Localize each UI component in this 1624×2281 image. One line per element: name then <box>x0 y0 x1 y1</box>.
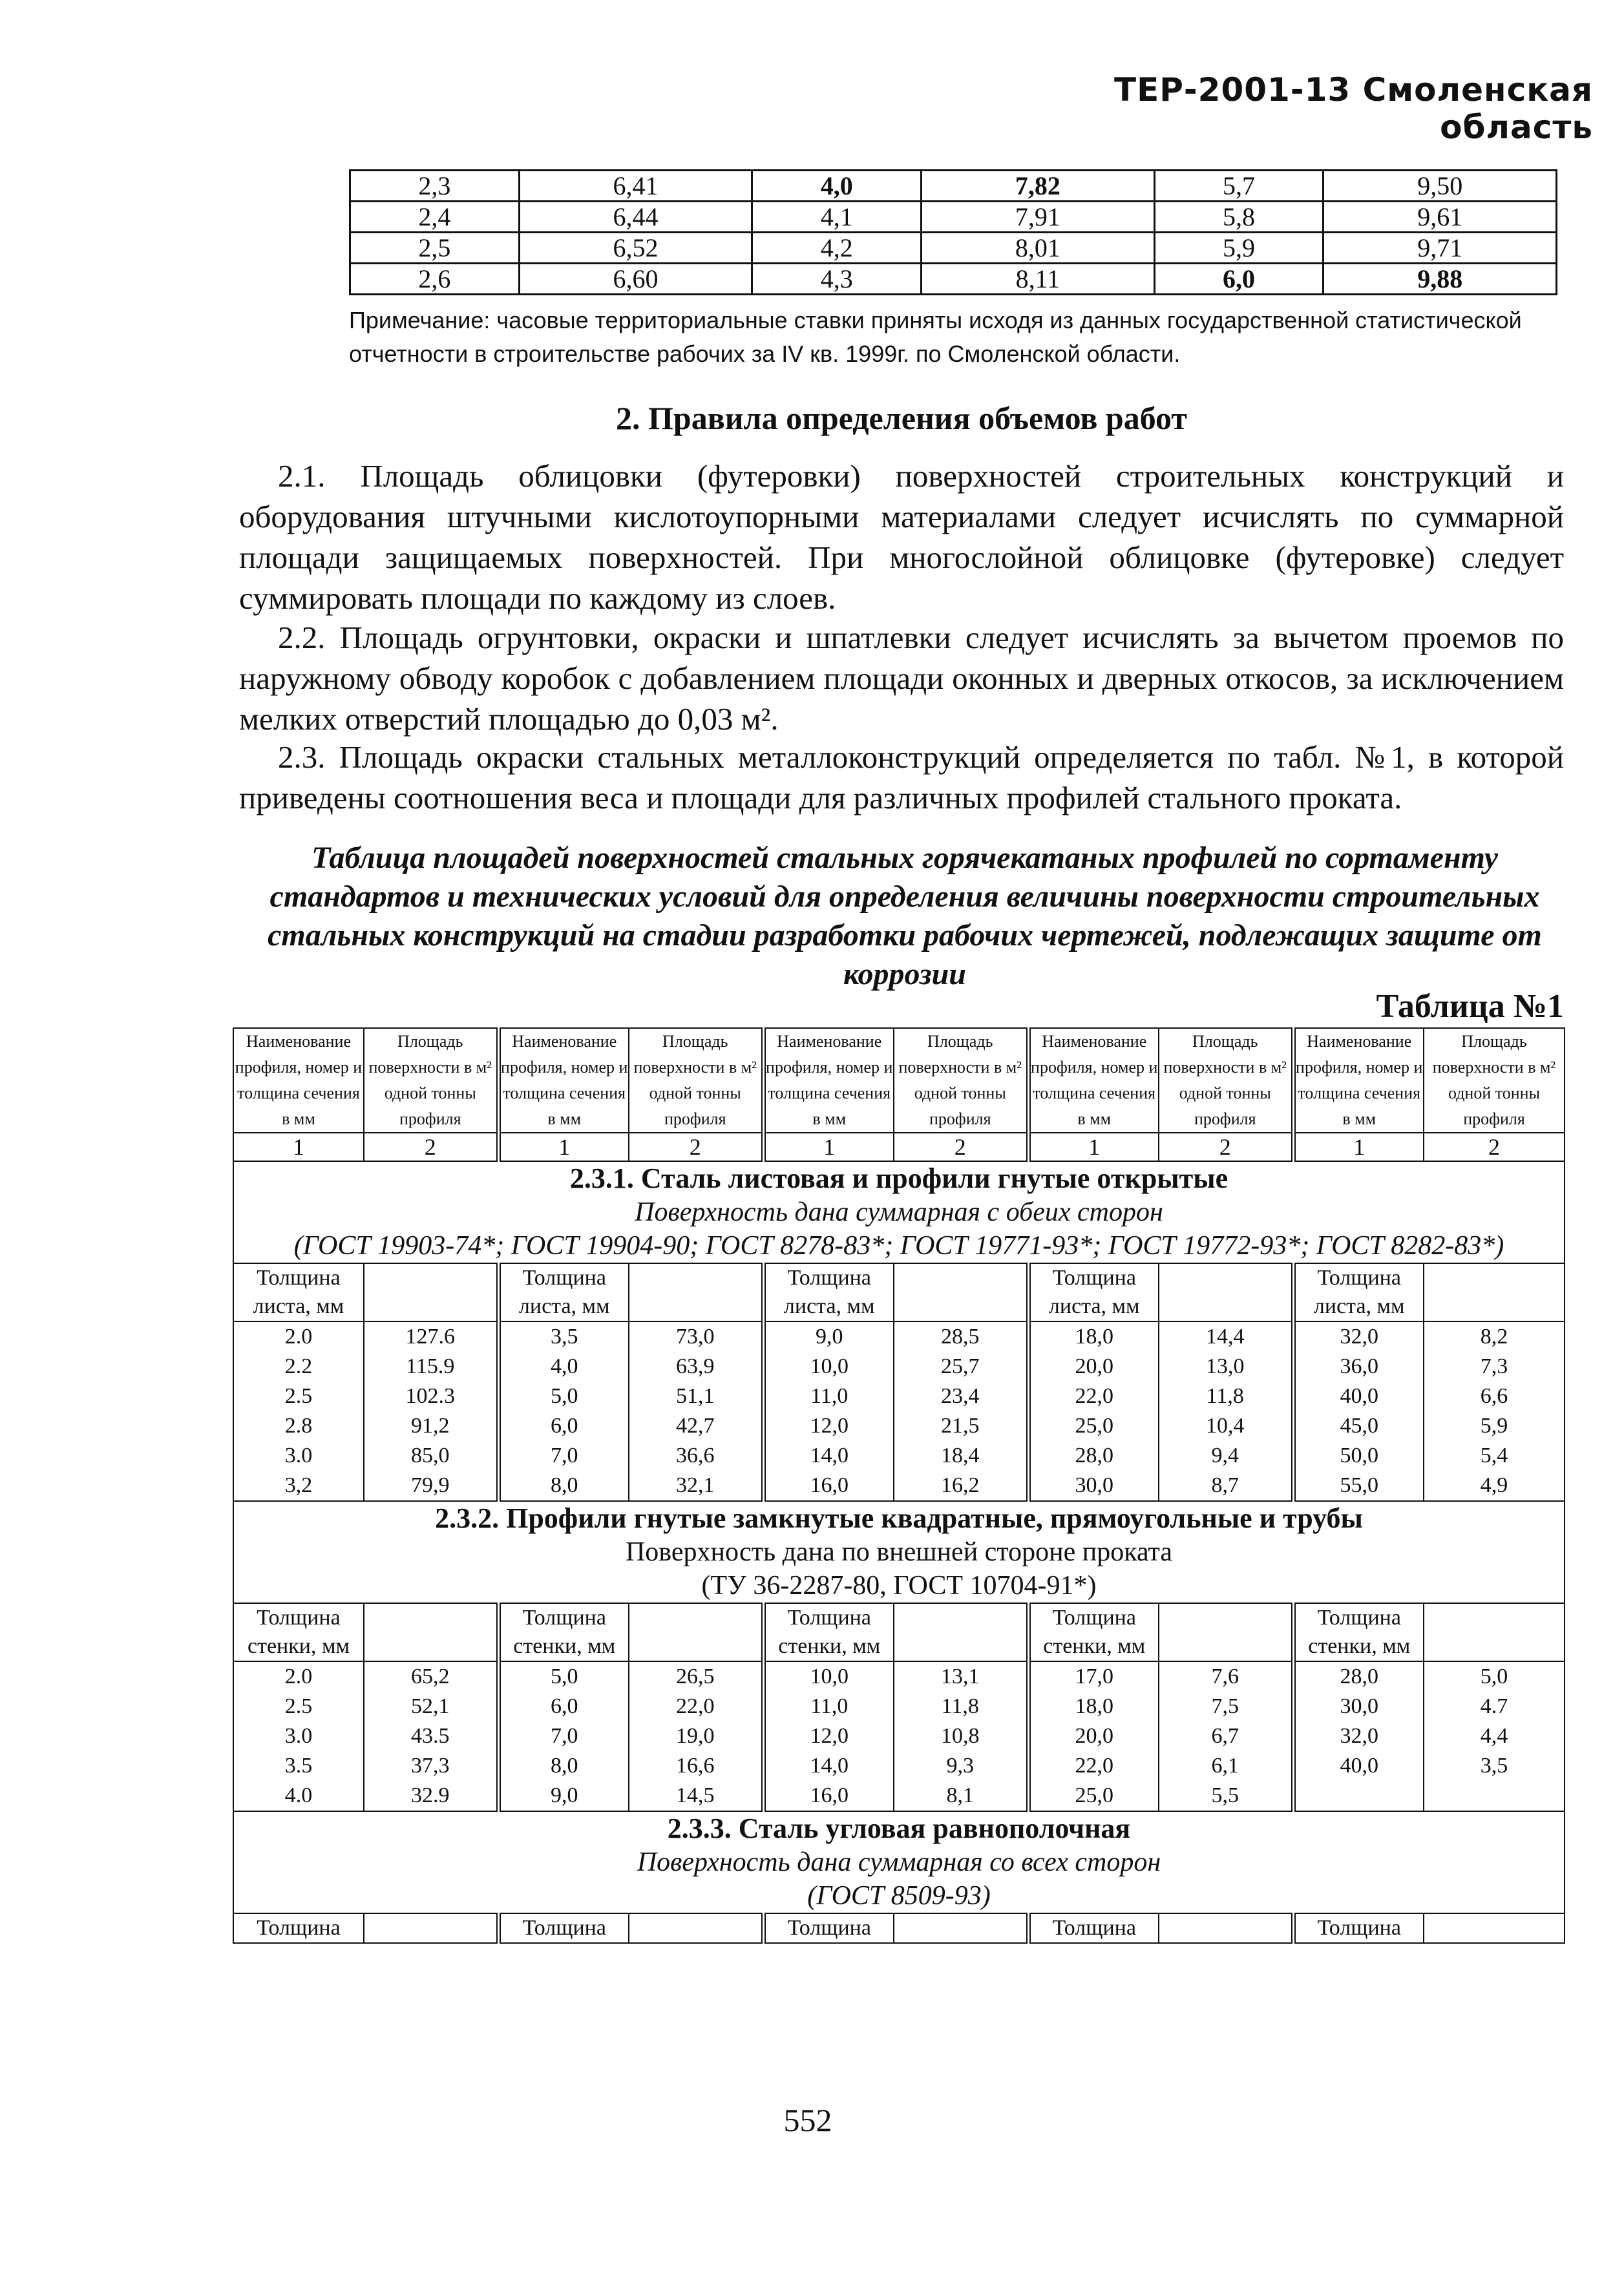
table-cell: 32.9 <box>364 1781 498 1811</box>
thickness-label: Толщина стенки, мм <box>233 1603 364 1661</box>
table-cell: 13,1 <box>894 1661 1028 1692</box>
table-cell: 18,0 <box>1028 1321 1159 1352</box>
blank-cell <box>894 1603 1028 1661</box>
table-cell: 36,0 <box>1293 1352 1424 1382</box>
paragraph-2-3: 2.3. Площадь окраски стальных металлоконструкций определяется по табл. №1, в которой приведены соотношения веса и площади для различных профилей стального проката. <box>239 739 1564 815</box>
table-cell: 4.7 <box>1424 1692 1565 1721</box>
table-cell: 115.9 <box>364 1352 498 1382</box>
table-row <box>350 171 1557 202</box>
column-header: Наименование профиля, номер и толщина сечения в мм <box>1028 1028 1159 1133</box>
column-header: Наименование профиля, номер и толщина сечения в мм <box>498 1028 629 1133</box>
table-cell: 79,9 <box>364 1471 498 1501</box>
table-cell: 5,5 <box>1159 1781 1293 1811</box>
table-row <box>233 1441 1565 1471</box>
column-number: 1 <box>1293 1133 1424 1161</box>
section-subtitle: Поверхность дана суммарная со всех сторон <box>637 1847 1161 1877</box>
table-cell: 4,2 <box>752 233 922 264</box>
table-cell: 40,0 <box>1293 1382 1424 1411</box>
wage-rates-table <box>349 169 1557 295</box>
column-number: 1 <box>233 1133 364 1161</box>
table-cell: 4,0 <box>498 1352 629 1382</box>
table-row <box>233 1411 1565 1441</box>
table-cell: 6,7 <box>1159 1721 1293 1751</box>
table-cell: 102.3 <box>364 1382 498 1411</box>
profiles-area-table <box>233 1027 1565 1944</box>
table-cell <box>1293 1781 1424 1811</box>
thickness-label: Толщина листа, мм <box>233 1263 364 1321</box>
blank-cell <box>1424 1603 1565 1661</box>
table-cell: 8,0 <box>498 1751 629 1781</box>
table-cell: 2.2 <box>233 1352 364 1382</box>
blank-cell <box>629 1263 763 1321</box>
section-title: 2. Правила определения объемов работ <box>616 400 1187 436</box>
column-header: Наименование профиля, номер и толщина сечения в мм <box>1293 1028 1424 1133</box>
table-cell: 2.8 <box>233 1411 364 1441</box>
table-cell: 37,3 <box>364 1751 498 1781</box>
blank-cell <box>629 1913 763 1943</box>
table-cell: 7,6 <box>1159 1661 1293 1692</box>
section-header <box>233 1161 1565 1263</box>
column-number: 1 <box>498 1133 629 1161</box>
table-cell: 14,4 <box>1159 1321 1293 1352</box>
table-cell: 50,0 <box>1293 1441 1424 1471</box>
table-cell: 30,0 <box>1028 1471 1159 1501</box>
table-cell: 2.5 <box>233 1382 364 1411</box>
table-cell: 9,50 <box>1323 171 1557 202</box>
blank-cell <box>1159 1263 1293 1321</box>
table-cell: 7,5 <box>1159 1692 1293 1721</box>
table-cell: 16,6 <box>629 1751 763 1781</box>
table-cell: 28,0 <box>1293 1661 1424 1692</box>
column-header: Наименование профиля, номер и толщина сечения в мм <box>763 1028 894 1133</box>
table-cell: 16,2 <box>894 1471 1028 1501</box>
table-cell: 21,5 <box>894 1411 1028 1441</box>
page-number: 552 <box>783 2102 832 2138</box>
table-cell: 5,9 <box>1424 1411 1565 1441</box>
table-row <box>233 1751 1565 1781</box>
table-cell: 3.0 <box>233 1721 364 1751</box>
thickness-label: Толщина <box>1028 1913 1159 1943</box>
table-cell: 7,3 <box>1424 1352 1565 1382</box>
table-cell: 7,0 <box>498 1721 629 1751</box>
blank-cell <box>1424 1913 1565 1943</box>
column-header: Площадь поверхности в м² одной тонны профиля <box>1424 1028 1565 1133</box>
table-cell: 4,1 <box>752 202 922 233</box>
table-cell: 9,61 <box>1323 202 1557 233</box>
table-cell: 4,9 <box>1424 1471 1565 1501</box>
table-cell: 3,5 <box>1424 1751 1565 1781</box>
table-cell: 12,0 <box>763 1411 894 1441</box>
thickness-label: Толщина листа, мм <box>498 1263 629 1321</box>
table-row <box>233 1352 1565 1382</box>
table-row <box>233 1471 1565 1501</box>
thickness-label: Толщина стенки, мм <box>763 1603 894 1661</box>
table-cell: 7,82 <box>922 171 1155 202</box>
blank-cell <box>1159 1603 1293 1661</box>
table-cell: 28,5 <box>894 1321 1028 1352</box>
column-number: 2 <box>1424 1133 1565 1161</box>
table-cell: 3.0 <box>233 1441 364 1471</box>
table-cell: 3,5 <box>498 1321 629 1352</box>
table-cell: 8,11 <box>922 264 1155 295</box>
blank-cell <box>1424 1263 1565 1321</box>
table-cell: 2.0 <box>233 1661 364 1692</box>
table-row <box>350 233 1557 264</box>
table-cell: 43.5 <box>364 1721 498 1751</box>
section-header-row <box>233 1161 1565 1263</box>
table-cell: 2.0 <box>233 1321 364 1352</box>
table-cell: 8,7 <box>1159 1471 1293 1501</box>
table-row <box>350 264 1557 295</box>
table-cell: 51,1 <box>629 1382 763 1411</box>
paragraph-2-1: 2.1. Площадь облицовки (футеровки) поверхностей строительных конструкций и оборудования штучными кислотоупорными материалами следует исчислять по суммарной площади защищаемых поверхностей. При многослойной облицовке (футеровке) следует суммировать площади по каждому из слоев. <box>239 458 1564 616</box>
table-cell: 28,0 <box>1028 1441 1159 1471</box>
table-cell: 5,0 <box>1424 1661 1565 1692</box>
table-cell: 85,0 <box>364 1441 498 1471</box>
column-number: 2 <box>629 1133 763 1161</box>
thickness-label: Толщина листа, мм <box>763 1263 894 1321</box>
table-cell: 7,0 <box>498 1441 629 1471</box>
column-number: 1 <box>763 1133 894 1161</box>
table-cell: 8,1 <box>894 1781 1028 1811</box>
section-title: 2.3.3. Сталь угловая равнополочная <box>667 1813 1131 1844</box>
blank-cell <box>364 1913 498 1943</box>
table-cell: 5,9 <box>1154 233 1323 264</box>
table-cell: 9,88 <box>1323 264 1557 295</box>
table-number: Таблица №1 <box>1376 988 1564 1025</box>
table-cell: 5,0 <box>498 1661 629 1692</box>
table-cell: 5,0 <box>498 1382 629 1411</box>
table-cell: 19,0 <box>629 1721 763 1751</box>
table-cell: 9,4 <box>1159 1441 1293 1471</box>
table-cell: 23,4 <box>894 1382 1028 1411</box>
table-cell: 9,71 <box>1323 233 1557 264</box>
column-header: Площадь поверхности в м² одной тонны профиля <box>894 1028 1028 1133</box>
section-subtitle: Поверхность дана по внешней стороне проката <box>625 1537 1173 1567</box>
header-row <box>233 1028 1565 1133</box>
table-cell: 52,1 <box>364 1692 498 1721</box>
table-cell: 10,4 <box>1159 1411 1293 1441</box>
table-cell: 22,0 <box>1028 1382 1159 1411</box>
table-cell: 26,5 <box>629 1661 763 1692</box>
table-cell: 6,41 <box>519 171 752 202</box>
table-cell: 2,4 <box>350 202 520 233</box>
table-row <box>350 202 1557 233</box>
thickness-label: Толщина листа, мм <box>1028 1263 1159 1321</box>
column-header: Наименование профиля, номер и толщина сечения в мм <box>233 1028 364 1133</box>
table-cell: 4.0 <box>233 1781 364 1811</box>
table-cell: 30,0 <box>1293 1692 1424 1721</box>
blank-cell <box>364 1603 498 1661</box>
table-cell: 2,3 <box>350 171 520 202</box>
table-cell: 14,0 <box>763 1441 894 1471</box>
table-cell: 40,0 <box>1293 1751 1424 1781</box>
section-header <box>233 1811 1565 1913</box>
table-cell: 14,5 <box>629 1781 763 1811</box>
section-header-row <box>233 1811 1565 1913</box>
table-row <box>233 1321 1565 1352</box>
table-cell: 4,3 <box>752 264 922 295</box>
table-cell: 2,6 <box>350 264 520 295</box>
table-cell: 10,8 <box>894 1721 1028 1751</box>
section-header-row <box>233 1501 1565 1603</box>
table-cell: 32,1 <box>629 1471 763 1501</box>
table-cell: 32,0 <box>1293 1721 1424 1751</box>
table-cell: 25,7 <box>894 1352 1028 1382</box>
table-cell: 91,2 <box>364 1411 498 1441</box>
label-row <box>233 1603 1565 1661</box>
column-header: Площадь поверхности в м² одной тонны профиля <box>364 1028 498 1133</box>
column-header: Площадь поверхности в м² одной тонны профиля <box>629 1028 763 1133</box>
blank-cell <box>364 1263 498 1321</box>
thickness-label: Толщина стенки, мм <box>1293 1603 1424 1661</box>
table-row <box>233 1721 1565 1751</box>
thickness-label: Толщина листа, мм <box>1293 1263 1424 1321</box>
table-cell: 6,1 <box>1159 1751 1293 1781</box>
thickness-label: Толщина <box>1293 1913 1424 1943</box>
column-number: 1 <box>1028 1133 1159 1161</box>
table-cell: 6,44 <box>519 202 752 233</box>
table-row <box>233 1781 1565 1811</box>
section-title: 2.3.2. Профили гнутые замкнутые квадратные, прямоугольные и трубы <box>435 1502 1363 1534</box>
column-number: 2 <box>894 1133 1028 1161</box>
blank-cell <box>629 1603 763 1661</box>
table-cell: 5,8 <box>1154 202 1323 233</box>
table-cell: 32,0 <box>1293 1321 1424 1352</box>
table-cell: 8,0 <box>498 1471 629 1501</box>
thickness-label: Толщина стенки, мм <box>1028 1603 1159 1661</box>
table-cell: 11,8 <box>894 1692 1028 1721</box>
table-cell: 11,8 <box>1159 1382 1293 1411</box>
table-cell: 22,0 <box>1028 1751 1159 1781</box>
table-cell: 127.6 <box>364 1321 498 1352</box>
table-cell <box>1424 1781 1565 1811</box>
thickness-label: Толщина <box>763 1913 894 1943</box>
table-cell: 5,7 <box>1154 171 1323 202</box>
table-cell: 3,2 <box>233 1471 364 1501</box>
table-cell: 6,0 <box>1154 264 1323 295</box>
table-cell: 17,0 <box>1028 1661 1159 1692</box>
section-header <box>233 1501 1565 1603</box>
table-cell: 11,0 <box>763 1692 894 1721</box>
table-cell: 63,9 <box>629 1352 763 1382</box>
label-row <box>233 1263 1565 1321</box>
table-cell: 9,3 <box>894 1751 1028 1781</box>
label-row <box>233 1913 1565 1943</box>
table-cell: 6,0 <box>498 1692 629 1721</box>
table-caption: Таблица площадей поверхностей стальных горячекатаных профилей по сортаменту стандартов и технических условий для определения величины поверхности строительных стальных конструкций на стадии разработки рабочих чертежей, подлежащих защите от коррозии <box>268 841 1542 991</box>
table-cell: 20,0 <box>1028 1352 1159 1382</box>
table-cell: 20,0 <box>1028 1721 1159 1751</box>
table-cell: 9,0 <box>763 1321 894 1352</box>
blank-cell <box>894 1913 1028 1943</box>
table-row <box>233 1382 1565 1411</box>
table-cell: 7,91 <box>922 202 1155 233</box>
table-cell: 4,4 <box>1424 1721 1565 1751</box>
table-cell: 14,0 <box>763 1751 894 1781</box>
table-cell: 12,0 <box>763 1721 894 1751</box>
table-cell: 10,0 <box>763 1661 894 1692</box>
section-gost: (ГОСТ 19903-74*; ГОСТ 19904-90; ГОСТ 8278-83*; ГОСТ 19771-93*; ГОСТ 19772-93*; ГОСТ 8282-83*) <box>293 1231 1504 1261</box>
section-gost: (ГОСТ 8509-93) <box>807 1881 991 1911</box>
blank-cell <box>1159 1913 1293 1943</box>
table-cell: 18,4 <box>894 1441 1028 1471</box>
table-row <box>233 1661 1565 1692</box>
table-cell: 9,0 <box>498 1781 629 1811</box>
document-header: ТЕР-2001-13 Смоленская область <box>1114 71 1593 146</box>
section-gost: (ТУ 36-2287-80, ГОСТ 10704-91*) <box>701 1571 1097 1601</box>
table-note: Примечание: часовые территориальные ставки приняты исходя из данных государственной статистической отчетности в строительстве рабочих за IV кв. 1999г. по Смоленской области. <box>349 307 1522 367</box>
table-cell: 6,60 <box>519 264 752 295</box>
table-cell: 6,52 <box>519 233 752 264</box>
table-cell: 18,0 <box>1028 1692 1159 1721</box>
section-subtitle: Поверхность дана суммарная с обеих сторон <box>635 1197 1163 1227</box>
table-cell: 8,2 <box>1424 1321 1565 1352</box>
table-cell: 10,0 <box>763 1352 894 1382</box>
table-cell: 25,0 <box>1028 1411 1159 1441</box>
table-cell: 4,0 <box>752 171 922 202</box>
table-cell: 45,0 <box>1293 1411 1424 1441</box>
column-number: 2 <box>364 1133 498 1161</box>
table-cell: 11,0 <box>763 1382 894 1411</box>
table-cell: 16,0 <box>763 1781 894 1811</box>
thickness-label: Толщина <box>498 1913 629 1943</box>
table-cell: 6,6 <box>1424 1382 1565 1411</box>
table-cell: 2,5 <box>350 233 520 264</box>
table-cell: 73,0 <box>629 1321 763 1352</box>
table-cell: 2.5 <box>233 1692 364 1721</box>
table-cell: 13,0 <box>1159 1352 1293 1382</box>
table-cell: 65,2 <box>364 1661 498 1692</box>
thickness-label: Толщина стенки, мм <box>498 1603 629 1661</box>
column-number-row <box>233 1133 1565 1161</box>
table-cell: 16,0 <box>763 1471 894 1501</box>
table-cell: 42,7 <box>629 1411 763 1441</box>
column-header: Площадь поверхности в м² одной тонны профиля <box>1159 1028 1293 1133</box>
table-cell: 22,0 <box>629 1692 763 1721</box>
column-number: 2 <box>1159 1133 1293 1161</box>
section-title: 2.3.1. Сталь листовая и профили гнутые открытые <box>569 1162 1229 1194</box>
table-cell: 55,0 <box>1293 1471 1424 1501</box>
thickness-label: Толщина <box>233 1913 364 1943</box>
blank-cell <box>894 1263 1028 1321</box>
table-cell: 6,0 <box>498 1411 629 1441</box>
table-cell: 36,6 <box>629 1441 763 1471</box>
paragraph-2-2: 2.2. Площадь огрунтовки, окраски и шпатлевки следует исчислять за вычетом проемов по наружному обводу коробок с добавлением площади оконных и дверных откосов, за исключением мелких отверстий площадью до 0,03 м². <box>239 620 1564 737</box>
table-cell: 8,01 <box>922 233 1155 264</box>
table-cell: 25,0 <box>1028 1781 1159 1811</box>
table-cell: 5,4 <box>1424 1441 1565 1471</box>
table-cell: 3.5 <box>233 1751 364 1781</box>
table-row <box>233 1692 1565 1721</box>
